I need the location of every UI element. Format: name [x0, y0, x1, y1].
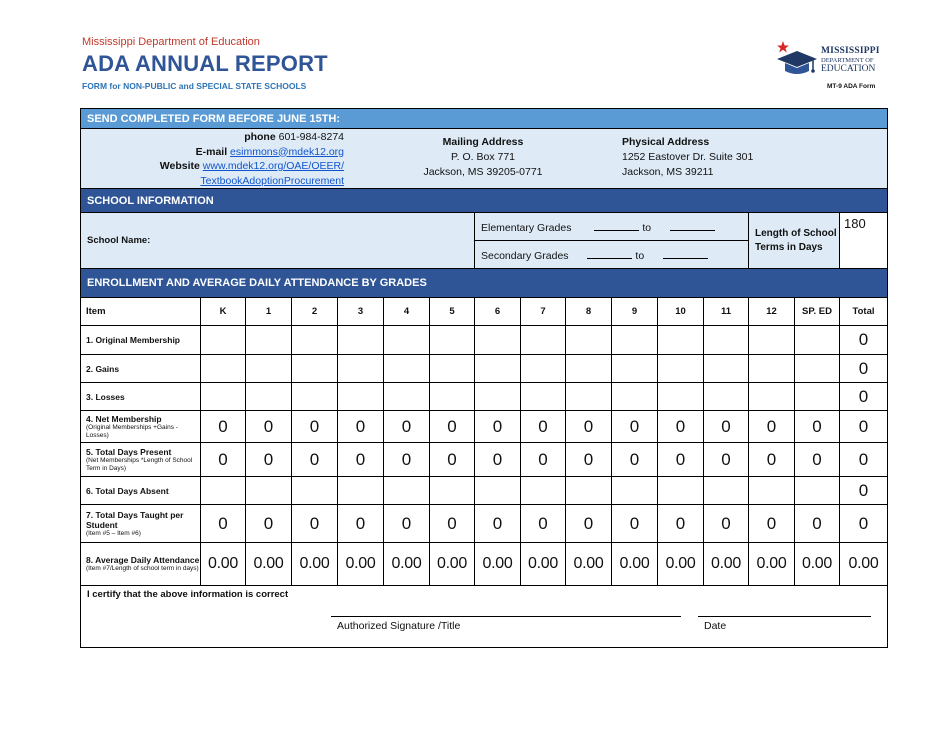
logo-line-1: MISSISSIPPI [821, 46, 880, 56]
value-cell[interactable]: 0 [704, 505, 749, 543]
school-info-heading: SCHOOL INFORMATION [81, 189, 888, 213]
value-cell[interactable] [201, 326, 246, 355]
value-cell[interactable] [475, 477, 521, 505]
value-cell[interactable]: 0 [430, 443, 475, 477]
value-cell[interactable] [475, 355, 521, 383]
value-cell[interactable]: 0 [430, 505, 475, 543]
value-cell[interactable]: 0.00 [201, 543, 246, 586]
certify-statement: I certify that the above information is correct [87, 589, 289, 600]
row-label: 5. Total Days Present [86, 446, 172, 457]
value-cell[interactable] [658, 355, 704, 383]
column-header: 11 [704, 298, 749, 326]
column-header: 10 [658, 298, 704, 326]
value-cell[interactable]: 0 [246, 411, 292, 443]
column-header: 9 [612, 298, 658, 326]
value-cell[interactable]: 0 [292, 443, 338, 477]
elementary-grades-label: Elementary Grades [481, 221, 572, 234]
value-cell[interactable]: 0.00 [292, 543, 338, 586]
value-cell[interactable] [658, 326, 704, 355]
value-cell[interactable]: 0.00 [658, 543, 704, 586]
signature-label: Authorized Signature /Title [337, 620, 461, 632]
value-cell[interactable]: 0 [566, 411, 612, 443]
value-cell[interactable]: 0 [749, 411, 795, 443]
column-header: K [201, 298, 246, 326]
value-cell[interactable] [338, 383, 384, 411]
school-term-value[interactable]: 180 [840, 213, 888, 269]
value-cell[interactable] [749, 355, 795, 383]
value-cell[interactable] [475, 383, 521, 411]
value-cell[interactable] [612, 326, 658, 355]
value-cell[interactable]: 0 [384, 505, 430, 543]
value-cell[interactable] [749, 326, 795, 355]
value-cell[interactable] [749, 477, 795, 505]
value-cell[interactable]: 0 [475, 411, 521, 443]
value-cell[interactable] [384, 355, 430, 383]
value-cell[interactable] [292, 383, 338, 411]
value-cell[interactable]: 0.00 [475, 543, 521, 586]
column-header: 2 [292, 298, 338, 326]
value-cell[interactable]: 0 [704, 443, 749, 477]
value-cell[interactable]: 0 [475, 443, 521, 477]
value-cell[interactable]: 0.00 [384, 543, 430, 586]
value-cell[interactable]: 0.00 [566, 543, 612, 586]
value-cell[interactable] [521, 383, 566, 411]
row-label: 1. Original Membership [86, 335, 180, 345]
value-cell[interactable]: 0 [840, 505, 888, 543]
value-cell[interactable] [566, 355, 612, 383]
value-cell[interactable]: 0 [840, 443, 888, 477]
row-label-cell [81, 411, 201, 443]
value-cell[interactable]: 0 [384, 411, 430, 443]
secondary-grades-label: Secondary Grades [481, 249, 569, 262]
value-cell[interactable] [338, 477, 384, 505]
value-cell[interactable] [246, 477, 292, 505]
table-row [81, 443, 888, 477]
enrollment-heading: ENROLLMENT AND AVERAGE DAILY ATTENDANCE BY GRADES [81, 269, 888, 298]
column-header: SP. ED [795, 298, 840, 326]
value-cell[interactable]: 0.00 [246, 543, 292, 586]
mailing-address-title: Mailing Address [442, 136, 524, 148]
row-label: 4. Net Membership [86, 413, 162, 424]
value-cell[interactable]: 0 [749, 505, 795, 543]
value-cell[interactable]: 0.00 [840, 543, 888, 586]
website-label: Website [159, 160, 200, 172]
value-cell[interactable] [749, 383, 795, 411]
value-cell[interactable] [566, 326, 612, 355]
value-cell[interactable]: 0.00 [795, 543, 840, 586]
value-cell[interactable]: 0 [749, 443, 795, 477]
row-label-cell [81, 543, 201, 586]
value-cell[interactable]: 0 [338, 443, 384, 477]
value-cell[interactable] [384, 383, 430, 411]
mailing-address-line1: P. O. Box 771 [450, 151, 515, 163]
value-cell[interactable] [521, 355, 566, 383]
value-cell[interactable]: 0 [840, 326, 888, 355]
value-cell[interactable] [612, 355, 658, 383]
logo-line-3: EDUCATION [821, 64, 876, 74]
school-name-field[interactable] [81, 213, 475, 269]
value-cell[interactable]: 0.00 [612, 543, 658, 586]
value-cell[interactable] [475, 326, 521, 355]
value-cell[interactable]: 0.00 [704, 543, 749, 586]
value-cell[interactable] [704, 477, 749, 505]
value-cell[interactable]: 0 [475, 505, 521, 543]
physical-address-line2: Jackson, MS 39211 [622, 166, 714, 178]
certification-section [81, 586, 888, 648]
value-cell[interactable] [430, 383, 475, 411]
physical-address-line1: 1252 Eastover Dr. Suite 301 [622, 151, 754, 163]
table-row [81, 355, 888, 383]
row-label: 6. Total Days Absent [86, 485, 169, 496]
row-note: (Net Memberships *Length of School Term in Days) [86, 456, 193, 472]
value-cell[interactable]: 0 [521, 443, 566, 477]
column-header: 7 [521, 298, 566, 326]
value-cell[interactable]: 0 [521, 411, 566, 443]
column-header: 12 [749, 298, 795, 326]
value-cell[interactable] [658, 383, 704, 411]
elementary-grades-field[interactable] [475, 213, 749, 241]
value-cell[interactable]: 0 [521, 505, 566, 543]
value-cell[interactable] [292, 355, 338, 383]
value-cell[interactable] [201, 477, 246, 505]
column-header: 6 [475, 298, 521, 326]
department-name: Mississippi Department of Education [82, 36, 260, 48]
row-label-cell [81, 326, 201, 355]
value-cell[interactable]: 0 [840, 411, 888, 443]
row-label: 8. Average Daily Attendance [86, 555, 200, 565]
column-header: 4 [384, 298, 430, 326]
row-note: (Item #5 – Item #6) [86, 529, 141, 537]
value-cell[interactable]: 0 [384, 443, 430, 477]
value-cell[interactable]: 0 [338, 505, 384, 543]
send-form-heading: SEND COMPLETED FORM BEFORE JUNE 15TH: [81, 109, 888, 129]
date-line[interactable] [698, 616, 871, 617]
value-cell[interactable]: 0 [566, 443, 612, 477]
table-row [81, 505, 888, 543]
website-link[interactable]: www.mdek12.org/OAE/OEER/ [202, 160, 344, 172]
value-cell[interactable] [292, 326, 338, 355]
value-cell[interactable]: 0 [840, 477, 888, 505]
table-row [81, 326, 888, 355]
column-header: 1 [246, 298, 292, 326]
value-cell[interactable] [795, 477, 840, 505]
value-cell[interactable]: 0 [430, 411, 475, 443]
value-cell[interactable]: 0.00 [430, 543, 475, 586]
value-cell[interactable] [704, 355, 749, 383]
table-row [81, 411, 888, 443]
value-cell[interactable]: 0 [201, 443, 246, 477]
value-cell[interactable] [338, 326, 384, 355]
value-cell[interactable]: 0 [795, 505, 840, 543]
value-cell[interactable] [612, 383, 658, 411]
value-cell[interactable]: 0 [612, 411, 658, 443]
row-label: 2. Gains [86, 363, 120, 374]
value-cell[interactable]: 0 [292, 505, 338, 543]
column-header: 5 [430, 298, 475, 326]
column-header: 8 [566, 298, 612, 326]
value-cell[interactable] [246, 355, 292, 383]
value-cell[interactable] [658, 477, 704, 505]
page-subtitle: FORM for NON-PUBLIC and SPECIAL STATE SCHOOLS [82, 81, 307, 91]
value-cell[interactable]: 0 [840, 383, 888, 411]
item-column-header: Item [81, 298, 201, 326]
value-cell[interactable]: 0 [658, 443, 704, 477]
email-label: E-mail [195, 145, 228, 158]
value-cell[interactable] [566, 383, 612, 411]
value-cell[interactable]: 0 [292, 411, 338, 443]
row-label-cell [81, 355, 201, 383]
table-row [81, 543, 888, 586]
value-cell[interactable] [430, 477, 475, 505]
value-cell[interactable] [795, 355, 840, 383]
column-header: Total [840, 298, 888, 326]
phone-label: phone [244, 131, 276, 143]
enrollment-rows [81, 326, 888, 586]
value-cell[interactable]: 0 [658, 505, 704, 543]
value-cell[interactable]: 0 [795, 411, 840, 443]
form-code: MT-9 ADA Form [827, 83, 876, 90]
value-cell[interactable] [795, 383, 840, 411]
value-cell[interactable] [201, 383, 246, 411]
mde-logo [775, 38, 887, 82]
value-cell[interactable]: 0.00 [521, 543, 566, 586]
row-label-cell [81, 383, 201, 411]
value-cell[interactable] [201, 355, 246, 383]
value-cell[interactable]: 0 [840, 355, 888, 383]
value-cell[interactable] [292, 477, 338, 505]
date-label: Date [704, 620, 727, 632]
row-label-cell [81, 477, 201, 505]
phone-number: 601-984-8274 [278, 131, 344, 143]
value-cell[interactable]: 0 [201, 411, 246, 443]
value-cell[interactable] [521, 326, 566, 355]
value-cell[interactable] [704, 326, 749, 355]
row-label: 7. Total Days Taught per Student [86, 509, 184, 530]
value-cell[interactable] [384, 326, 430, 355]
value-cell[interactable] [246, 326, 292, 355]
value-cell[interactable] [612, 477, 658, 505]
row-label-cell [81, 443, 201, 477]
value-cell[interactable]: 0 [612, 505, 658, 543]
table-row [81, 383, 888, 411]
value-cell[interactable] [246, 383, 292, 411]
website-link-continued[interactable]: TextbookAdoptionProcurement [200, 174, 344, 187]
value-cell[interactable]: 0 [795, 443, 840, 477]
ada-report-form [80, 108, 888, 648]
value-cell[interactable]: 0 [338, 411, 384, 443]
value-cell[interactable] [795, 326, 840, 355]
value-cell[interactable]: 0.00 [749, 543, 795, 586]
value-cell[interactable]: 0 [704, 411, 749, 443]
physical-address-title: Physical Address [622, 136, 710, 148]
value-cell[interactable] [430, 326, 475, 355]
secondary-to: to [635, 249, 645, 262]
row-note: (Original Memberships +Gains -Losses) [86, 423, 178, 439]
contact-info-section [81, 129, 888, 189]
logo-line-2: DEPARTMENT OF [821, 57, 874, 64]
row-note: (Item #7/Length of school term in days) [86, 565, 199, 572]
value-cell[interactable] [566, 477, 612, 505]
row-label: 3. Losses [86, 391, 125, 402]
secondary-grades-field[interactable] [475, 241, 749, 269]
value-cell[interactable] [521, 477, 566, 505]
value-cell[interactable]: 0 [201, 505, 246, 543]
value-cell[interactable]: 0 [658, 411, 704, 443]
signature-line[interactable] [331, 616, 681, 617]
value-cell[interactable]: 0 [566, 505, 612, 543]
value-cell[interactable] [430, 355, 475, 383]
email-link[interactable]: esimmons@mdek12.org [230, 145, 344, 158]
value-cell[interactable]: 0 [246, 443, 292, 477]
school-name-label: School Name: [87, 235, 151, 246]
elementary-to: to [642, 221, 652, 234]
graduation-cap-icon [775, 38, 819, 78]
table-row [81, 477, 888, 505]
value-cell[interactable]: 0 [246, 505, 292, 543]
mailing-address-line2: Jackson, MS 39205-0771 [423, 166, 543, 178]
column-header-row [81, 298, 888, 326]
value-cell[interactable] [704, 383, 749, 411]
column-header: 3 [338, 298, 384, 326]
value-cell[interactable] [384, 477, 430, 505]
value-cell[interactable]: 0.00 [338, 543, 384, 586]
value-cell[interactable] [338, 355, 384, 383]
row-label-cell [81, 505, 201, 543]
school-term-label: Length of School Terms in Days [749, 213, 840, 269]
page-title: ADA ANNUAL REPORT [82, 51, 328, 76]
value-cell[interactable]: 0 [612, 443, 658, 477]
